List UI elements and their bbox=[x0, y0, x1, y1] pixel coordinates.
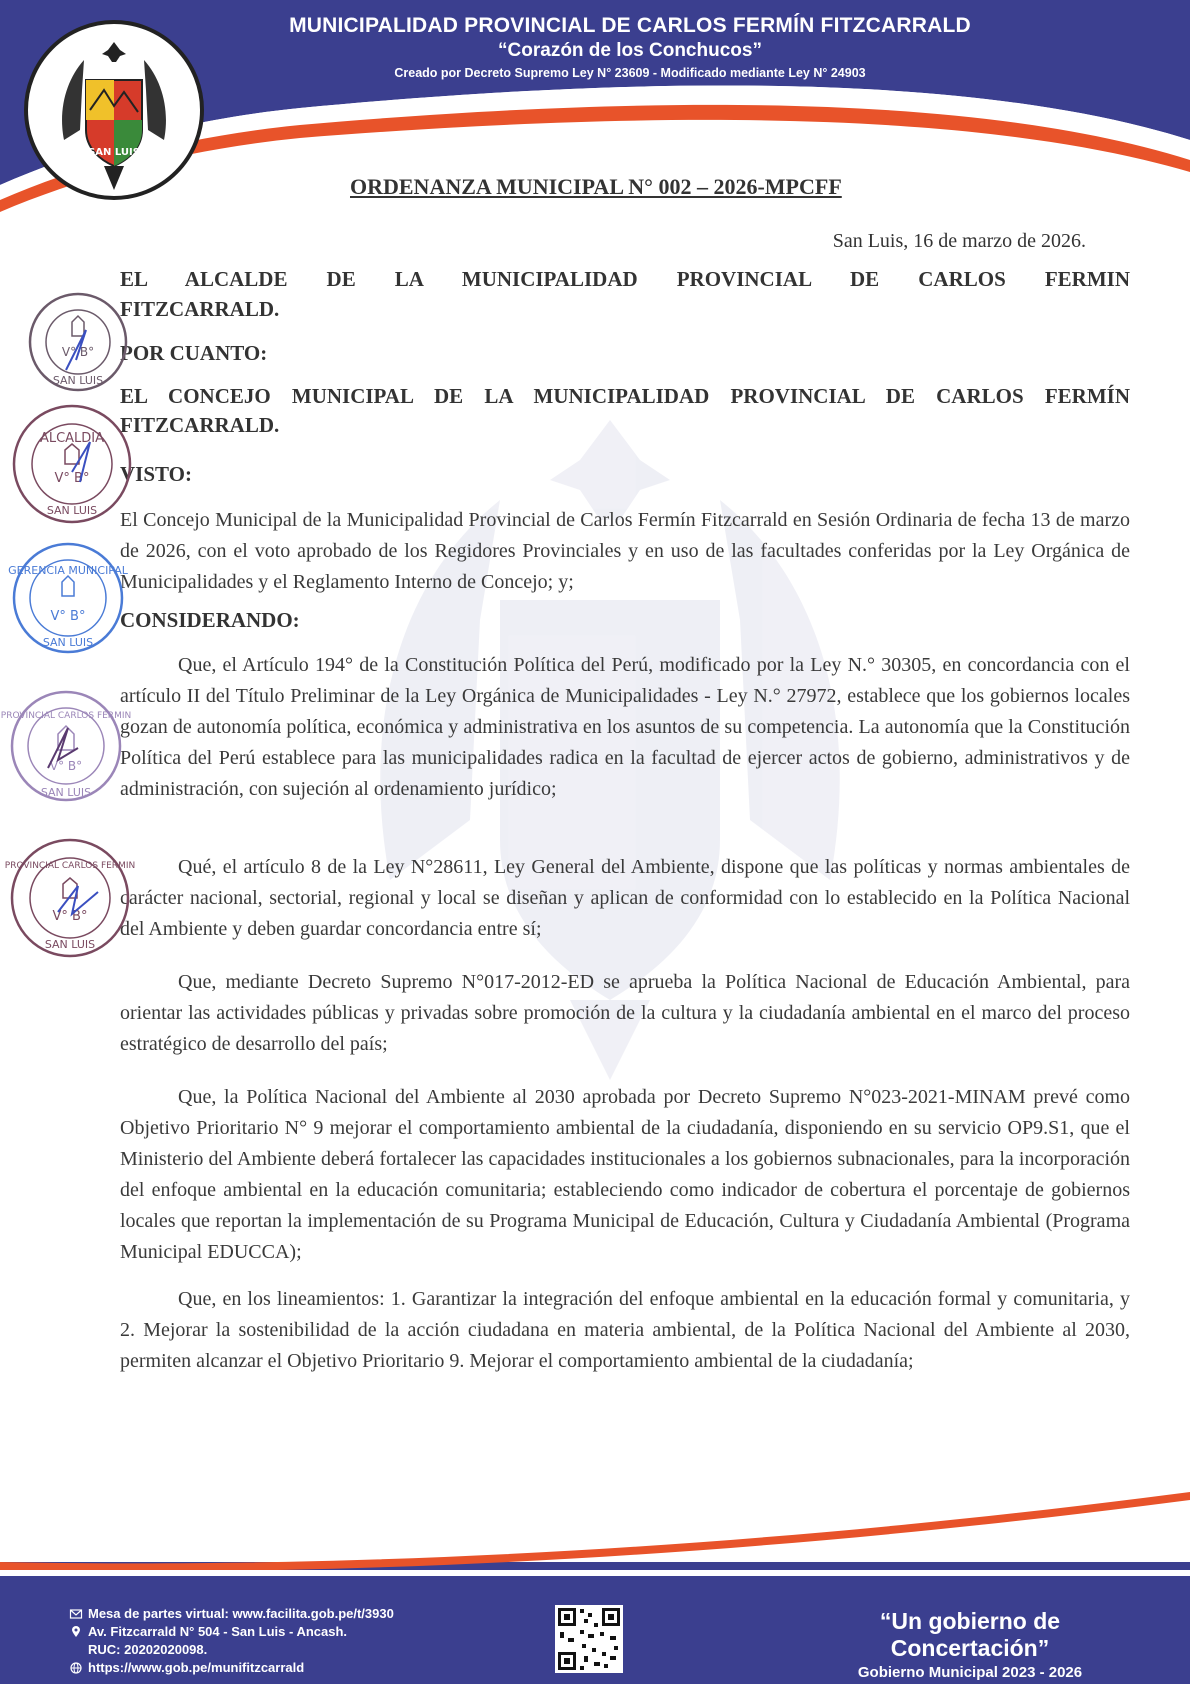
concejo-heading-line2: FITZCARRALD. bbox=[120, 413, 280, 437]
website-row bbox=[70, 1659, 394, 1677]
svg-text:SAN LUIS: SAN LUIS bbox=[44, 938, 96, 951]
address-row bbox=[70, 1623, 394, 1641]
svg-text:V° B°: V° B° bbox=[61, 345, 95, 359]
svg-text:V° B°: V° B° bbox=[54, 471, 90, 486]
svg-text:PROVINCIAL CARLOS FERMIN: PROVINCIAL CARLOS FERMIN bbox=[4, 861, 136, 871]
creation-decree: Creado por Decreto Supremo Ley N° 23609 - Modificado mediante Ley N° 24903 bbox=[394, 66, 866, 80]
government-period: Gobierno Municipal 2023 - 2026 bbox=[857, 1664, 1083, 1681]
ruc-text: RUC: 20202020098. bbox=[88, 1642, 208, 1657]
concejo-heading-line1: EL CONCEJO MUNICIPAL DE LA MUNICIPALIDAD PROVINCIAL DE CARLOS FERMÍN bbox=[120, 384, 1130, 408]
qr-code-icon[interactable] bbox=[555, 1605, 623, 1673]
asesoria-juridica-stamp bbox=[26, 290, 130, 394]
considerando-paragraph: Que, el Artículo 194° de la Constitución Política del Perú, modificado por la Ley N.° 30305, en concordancia con el artículo II del Título Preliminar de la Ley Orgánica de Municipalidades - Ley N.° 27972, establece que los gobiernos locales gozan de autonomía política, económica y administrativa en los asuntos de su competencia. La autonomía que la Constitución Política del Perú establece para las municipalidades radica en la facultad de ejercer actos de gobierno, administrativos y de administración, con sujeción al ordenamiento jurídico; bbox=[120, 654, 1130, 800]
globe-icon bbox=[70, 1662, 82, 1674]
considerando-paragraph: Qué, el artículo 8 de la Ley N°28611, Ley General del Ambiente, dispone que las políticas y normas ambientales de carácter nacional, sectorial, regional y local se diseñan y aplican de conformidad con lo establecido en la Política Nacional del Ambiente y deben guardar concordancia entre sí; bbox=[120, 856, 1130, 940]
mesa-partes-link[interactable]: Mesa de partes virtual: www.facilita.gob.pe/t/3930 bbox=[88, 1606, 394, 1621]
municipality-title: MUNICIPALIDAD PROVINCIAL DE CARLOS FERMÍN FITZCARRALD bbox=[289, 14, 971, 37]
considerando-paragraph: Que, la Política Nacional del Ambiente al 2030 aprobada por Decreto Supremo N°023-2021-MINAM prevé como Objetivo Prioritario N° 9 mejorar el comportamiento ambiental de la ciudadanía, disponiendo en su servicio OP9.S1, que el Ministerio del Ambiente deberá fortalecer las capacidades institucionales a los gobiernos subnacionales, para la incorporación del enfoque ambiental en la educación comunitaria; estableciendo como indicador de cobertura el porcentaje de gobiernos locales que reportan la implementación de su Programa Municipal de Educación, Cultura y Ciudadanía Ambiental (Programa Municipal EDUCCA); bbox=[120, 1086, 1130, 1263]
svg-text:SAN LUIS: SAN LUIS bbox=[42, 636, 94, 649]
alcaldia-stamp bbox=[10, 402, 134, 526]
municipality-slogan: “Corazón de los Conchucos” bbox=[498, 40, 762, 61]
footer-contact bbox=[70, 1605, 394, 1677]
visto-heading: VISTO: bbox=[120, 462, 192, 486]
considerando-paragraph: Que, mediante Decreto Supremo N°017-2012-ED se aprueba la Política Nacional de Educación Ambiental, para orientar las actividades públicas y privadas sobre promoción de la cultura y la ciudadanía ambiental en el marco del proceso estratégico de desarrollo del país; bbox=[120, 971, 1130, 1055]
government-motto: “Un gobierno de Concertación” bbox=[879, 1608, 1061, 1661]
considerando-heading: CONSIDERANDO: bbox=[120, 608, 300, 632]
subgerencia-ambiental-stamp bbox=[4, 836, 136, 960]
logo-text: SAN LUIS bbox=[88, 147, 140, 158]
svg-text:SAN LUIS: SAN LUIS bbox=[40, 786, 92, 799]
svg-text:V° B°: V° B° bbox=[52, 909, 88, 924]
svg-text:GERENCIA MUNICIPAL: GERENCIA MUNICIPAL bbox=[8, 564, 128, 577]
svg-text:SAN LUIS: SAN LUIS bbox=[52, 374, 104, 387]
header-text bbox=[200, 14, 1060, 80]
gerencia-municipal-stamp bbox=[10, 540, 126, 656]
svg-text:PROVINCIAL CARLOS FERMIN: PROVINCIAL CARLOS FERMIN bbox=[0, 711, 132, 721]
municipality-logo bbox=[24, 20, 204, 200]
website-link[interactable]: https://www.gob.pe/munifitzcarrald bbox=[88, 1660, 305, 1675]
document-title: ORDENANZA MUNICIPAL N° 002 – 2026-MPCFF bbox=[350, 174, 842, 199]
ruc-row bbox=[70, 1641, 394, 1659]
footer-motto bbox=[800, 1608, 1140, 1681]
gestion-ambiental-stamp bbox=[0, 688, 132, 804]
document-date: San Luis, 16 de marzo de 2026. bbox=[832, 230, 1086, 252]
location-pin-icon bbox=[70, 1626, 82, 1638]
mesa-partes-row bbox=[70, 1605, 394, 1623]
visto-paragraph: El Concejo Municipal de la Municipalidad Provincial de Carlos Fermín Fitzcarrald en Sesión Ordinaria de fecha 13 de marzo de 2026, con el voto aprobado de los Regidores Provinciales y en uso de las facultades conferidas por la Ley Orgánica de Municipalidades y el Reglamento Interno de Concejo; y; bbox=[120, 509, 1130, 593]
alcalde-heading-line2: FITZCARRALD. bbox=[120, 297, 280, 321]
svg-text:SAN LUIS: SAN LUIS bbox=[46, 504, 98, 517]
svg-text:ALCALDIA: ALCALDIA bbox=[39, 431, 105, 446]
mail-icon bbox=[70, 1608, 82, 1620]
por-cuanto-heading: POR CUANTO: bbox=[120, 341, 268, 365]
svg-text:V° B°: V° B° bbox=[49, 759, 83, 773]
alcalde-heading-line1: EL ALCALDE DE LA MUNICIPALIDAD PROVINCIAL DE CARLOS FERMIN bbox=[120, 267, 1130, 291]
address-text: Av. Fitzcarrald N° 504 - San Luis - Ancash. bbox=[88, 1624, 348, 1639]
svg-text:V° B°: V° B° bbox=[50, 609, 86, 624]
considerando-paragraph: Que, en los lineamientos: 1. Garantizar la integración del enfoque ambiental en la educación formal y comunitaria, y 2. Mejorar la sostenibilidad de la acción ciudadana en materia ambiental, de la Política Nacional del Ambiente al 2030, permiten alcanzar el Objetivo Prioritario 9. Mejorar el comportamiento ambiental de la ciudadanía; bbox=[120, 1288, 1130, 1372]
